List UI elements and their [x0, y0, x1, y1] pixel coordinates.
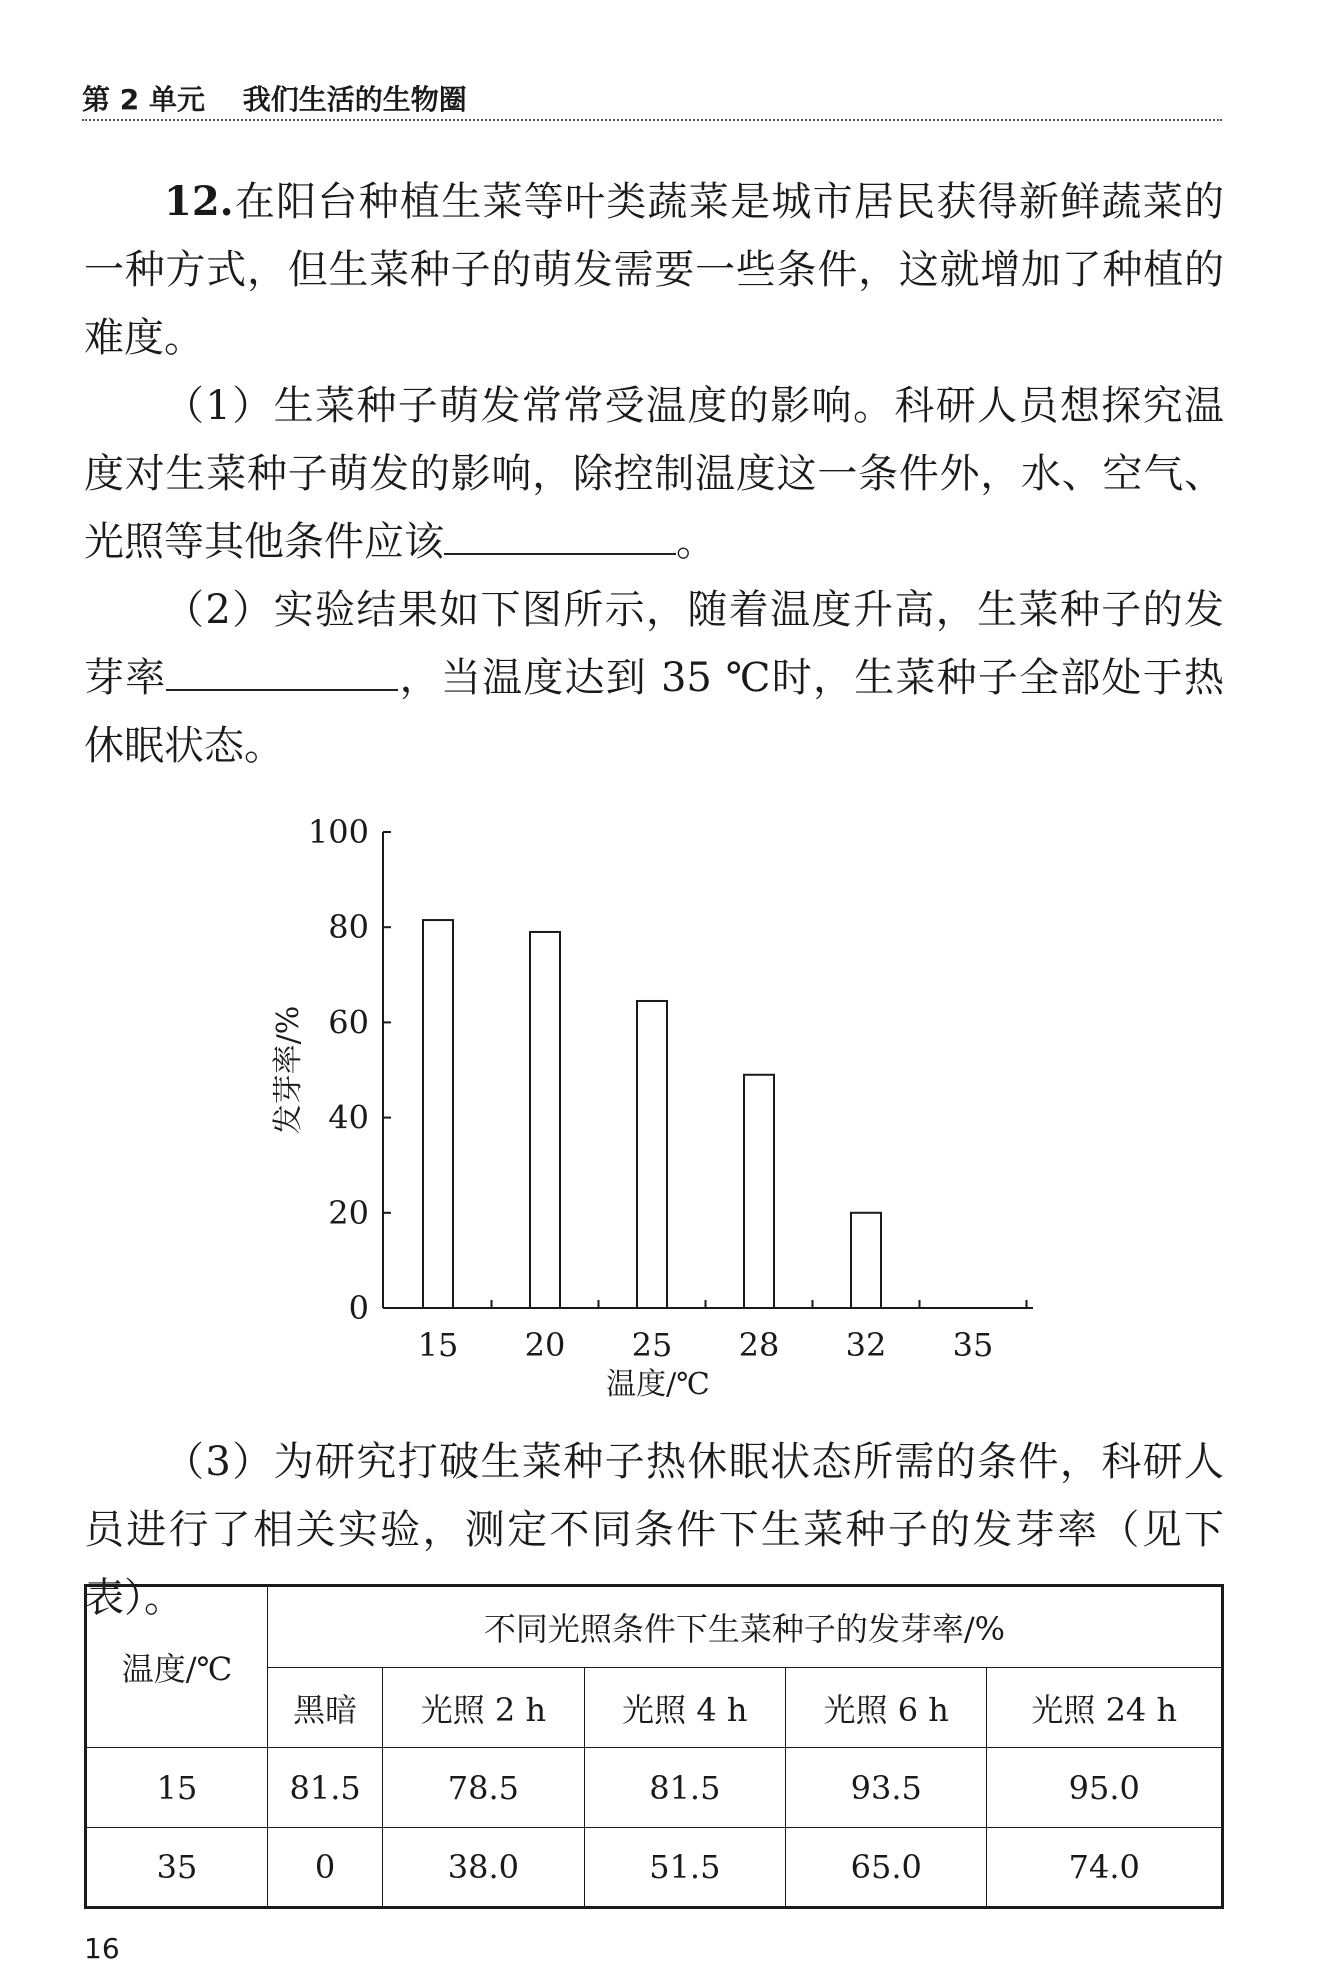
part1-end: 。	[676, 519, 716, 565]
part2-text: （2）实验结果如下图所示，随着温度升高，生菜种子的发芽率	[84, 587, 1224, 701]
bar	[744, 1075, 774, 1308]
x-tick-label: 35	[952, 1326, 994, 1364]
question-number: 12.	[164, 178, 234, 225]
x-axis-label: 温度/℃	[606, 1367, 710, 1402]
part2-text-end: ，当温度达到 35 ℃时，生菜种子全部处于热休眠状态。	[84, 655, 1225, 769]
y-axis-label: 发芽率/%	[271, 1005, 306, 1135]
y-tick-label: 60	[328, 1003, 369, 1042]
table-col-header: 光照 6 h	[786, 1668, 987, 1748]
table-cell: 51.5	[584, 1828, 785, 1908]
x-tick-label: 15	[417, 1326, 459, 1364]
question-part3: （3）为研究打破生菜种子热休眠状态所需的条件，科研人员进行了相关实验，测定不同条件下生菜种子的发芽率（见下表）。	[84, 1439, 1224, 1621]
table-cell: 38.0	[383, 1828, 584, 1908]
germination-table	[84, 1584, 1224, 1909]
x-tick-label: 20	[524, 1326, 566, 1364]
table-cell: 93.5	[786, 1748, 987, 1828]
x-tick-label: 28	[738, 1326, 780, 1364]
chart-marks	[271, 813, 1033, 1402]
question-intro-text: 在阳台种植生菜等叶类蔬菜是城市居民获得新鲜蔬菜的一种方式，但生菜种子的萌发需要一些条件，这就增加了种植的难度。	[84, 179, 1224, 361]
y-tick-label: 80	[328, 908, 369, 947]
table-col-header: 光照 4 h	[584, 1668, 785, 1748]
unit-label: 第 2 单元	[82, 83, 205, 116]
y-tick-label: 100	[307, 813, 369, 851]
bar	[423, 920, 453, 1308]
table-cell: 81.5	[268, 1748, 383, 1828]
table-cell-temp: 35	[86, 1828, 268, 1908]
table-col-header: 光照 24 h	[987, 1668, 1223, 1748]
table-cell: 78.5	[383, 1748, 584, 1828]
table-cell: 0	[268, 1828, 383, 1908]
table-cell: 65.0	[786, 1828, 987, 1908]
table-cell: 95.0	[987, 1748, 1223, 1828]
bar	[530, 932, 560, 1308]
bar	[851, 1213, 881, 1308]
table-cell: 81.5	[584, 1748, 785, 1828]
table-cell: 74.0	[987, 1828, 1223, 1908]
table-col-header: 光照 2 h	[383, 1668, 584, 1748]
table-row	[86, 1748, 1223, 1828]
bar	[637, 1001, 667, 1308]
page-number: 16	[84, 1932, 120, 1965]
unit-title: 我们生活的生物圈	[242, 83, 467, 116]
table-group-header: 不同光照条件下生菜种子的发芽率/%	[268, 1586, 1223, 1668]
part1-text: （1）生菜种子萌发常常受温度的影响。科研人员想探究温度对生菜种子萌发的影响，除控制温度这一条件外，水、空气、光照等其他条件应该	[84, 383, 1224, 565]
y-tick-label: 0	[348, 1289, 369, 1327]
y-tick-label: 20	[328, 1193, 369, 1232]
table-cell-temp: 15	[86, 1748, 268, 1828]
table-col-header: 黑暗	[268, 1668, 383, 1748]
table-row-header: 温度/℃	[86, 1586, 268, 1748]
table-row	[86, 1828, 1223, 1908]
y-tick-label: 40	[328, 1098, 369, 1137]
x-tick-label: 32	[845, 1326, 887, 1364]
x-tick-label: 25	[631, 1326, 673, 1364]
